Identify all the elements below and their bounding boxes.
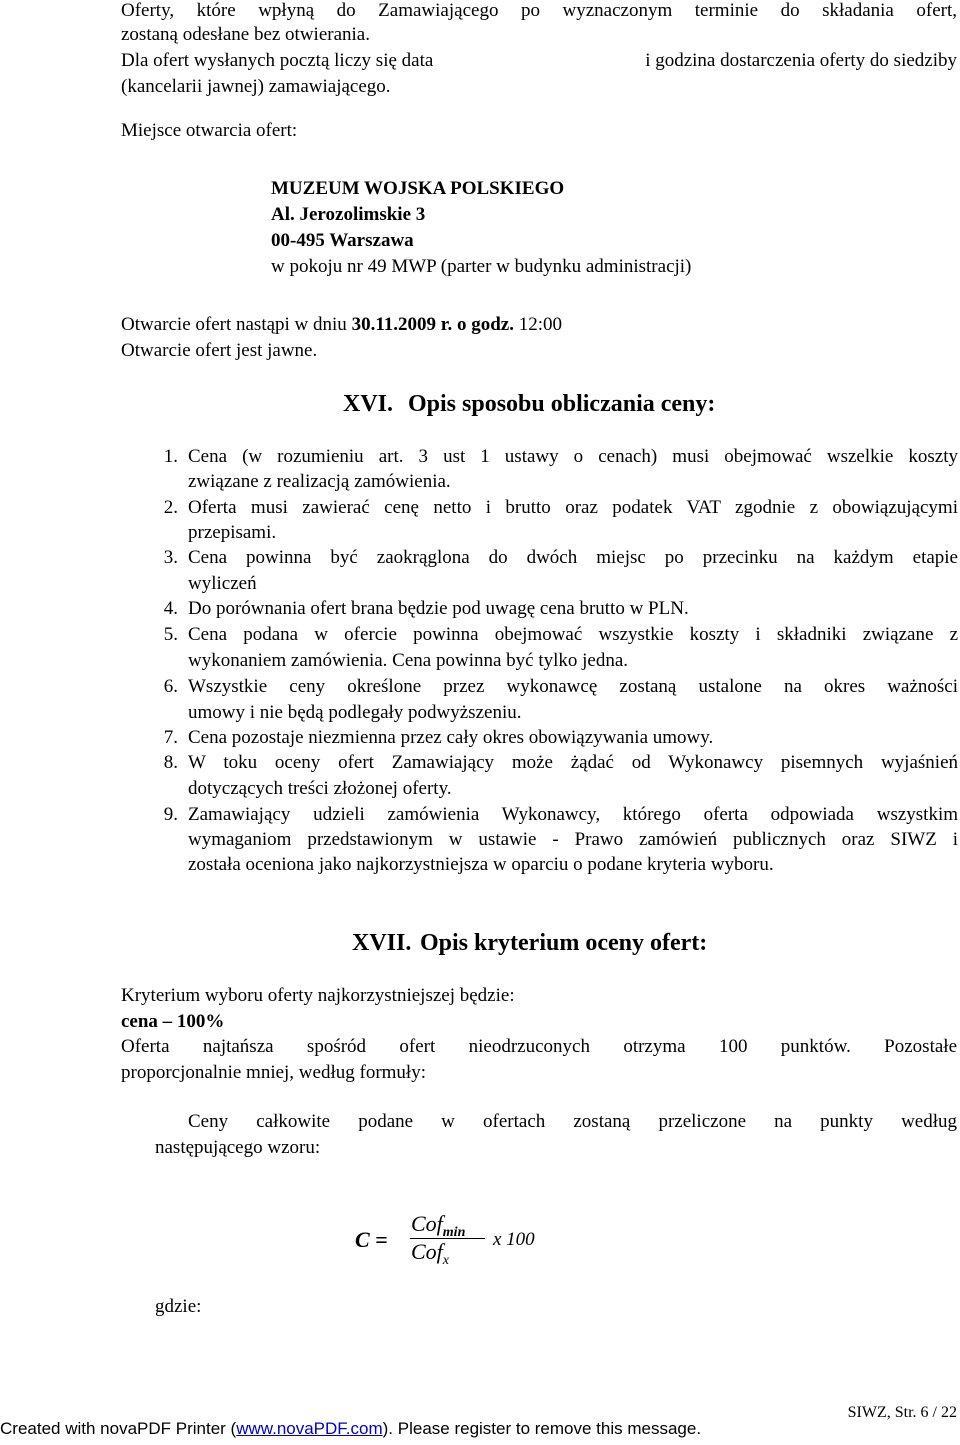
list-item-number: 2. [163, 497, 178, 518]
formula-denominator-subscript: x [442, 1252, 450, 1268]
list-item-text: Oferta musi zawierać cenę netto i brutto oraz podatek VAT zgodnie z obowiązującymi [188, 497, 958, 518]
formula-numerator-base: Cof [411, 1211, 443, 1236]
list-item-number: 7. [163, 727, 178, 748]
opening-datetime [121, 314, 562, 336]
section-16-number: XVI. [343, 391, 394, 417]
formula-denominator-base: Cof [411, 1239, 443, 1264]
formula-numerator-subscript: min [442, 1224, 466, 1240]
novapdf-link[interactable]: www.novaPDF.com [236, 1419, 383, 1438]
section-16-title: Opis sposobu obliczania ceny: [408, 391, 716, 417]
criterion-label: Kryterium wyboru oferty najkorzystniejszej będzie: [121, 985, 515, 1006]
list-item-number: 9. [163, 804, 178, 825]
watermark-text-end: ). Please register to remove this message. [382, 1419, 702, 1438]
list-item-number: 4. [163, 598, 178, 619]
where-label: gdzie: [155, 1296, 202, 1317]
list-item-number: 6. [163, 676, 178, 697]
list-item-text: W toku oceny ofert Zamawiający może żądać od Wykonawcy pisemnych wyjaśnień [188, 752, 958, 773]
opening-place-label: Miejsce otwarcia ofert: [121, 120, 298, 141]
list-item-text: Cena pozostaje niezmienna przez cały okres obowiązywania umowy. [188, 727, 714, 748]
intro-line-2: zostaną odesłane bez otwierania. [121, 24, 370, 45]
list-item-text: Wszystkie ceny określone przez wykonawcę zostaną ustalone na okres ważności [188, 676, 958, 697]
list-item-text: dotyczących treści złożonej oferty. [188, 778, 452, 799]
list-item-text: wyliczeń [188, 573, 257, 594]
formula-multiplier: x 100 [493, 1229, 535, 1250]
scoring-paragraph-line-1: Oferta najtańsza spośród ofert nieodrzuconych otrzyma 100 punktów. Pozostałe [121, 1036, 957, 1057]
intro-line-4: (kancelarii jawnej) zamawiającego. [121, 76, 391, 97]
watermark-text-start: Created with novaPDF Printer ( [0, 1419, 237, 1438]
list-item-number: 5. [163, 624, 178, 645]
section-17-number: XVII. [352, 930, 412, 956]
list-item-text: przepisami. [188, 522, 277, 543]
conversion-paragraph-line-2: następującego wzoru: [155, 1137, 321, 1158]
section-17-title: Opis kryterium oceny ofert: [420, 930, 708, 956]
conversion-paragraph-line-1: Ceny całkowite podane w ofertach zostaną przeliczone na punkty według [188, 1111, 957, 1132]
list-item-number: 3. [163, 547, 178, 568]
intro-line-1: Oferty, które wpłyną do Zamawiającego po wyznaczonym terminie do składania ofert, [121, 0, 957, 21]
list-item-text: Zamawiający udzieli zamówienia Wykonawcy, którego oferta odpowiada wszystkim [188, 804, 958, 825]
opening-date: 30.11.2009 r. o godz. [351, 314, 514, 335]
intro-line-3a: Dla ofert wysłanych pocztą liczy się data [121, 50, 434, 71]
list-item-number: 1. [163, 446, 178, 467]
opening-time: 12:00 [513, 314, 562, 335]
scoring-paragraph-line-2: proporcjonalnie mniej, według formuły: [121, 1062, 426, 1083]
list-item-text: Cena podana w ofercie powinna obejmować wszystkie koszty i składniki związane z [188, 624, 958, 645]
list-item-text: Cena (w rozumieniu art. 3 ust 1 ustawy o cenach) musi obejmować wszelkie koszty [188, 446, 958, 467]
museum-name: MUZEUM WOJSKA POLSKIEGO [271, 178, 565, 199]
list-item-text: została oceniona jako najkorzystniejsza w oparciu o podane kryteria wyboru. [188, 854, 774, 875]
page-number: SIWZ, Str. 6 / 22 [847, 1404, 957, 1421]
list-item-text: umowy i nie będą podlegały podwyższeniu. [188, 702, 522, 723]
list-item-text: Do porównania ofert brana będzie pod uwagę cena brutto w PLN. [188, 598, 689, 619]
formula-numerator [411, 1211, 465, 1241]
list-item-number: 8. [163, 752, 178, 773]
address-room: w pokoju nr 49 MWP (parter w budynku administracji) [271, 256, 692, 277]
formula-lhs: C = [355, 1227, 388, 1252]
intro-line-3b: i godzina dostarczenia oferty do siedziby [645, 50, 957, 71]
list-item-text: wymaganiom przedstawionym w ustawie - Prawo zamówień publicznych oraz SIWZ i [188, 829, 958, 850]
criterion-value: cena – 100% [121, 1011, 225, 1032]
list-item-text: wykonaniem zamówienia. Cena powinna być tylko jedna. [188, 650, 629, 671]
list-item-text: związane z realizacją zamówienia. [188, 471, 451, 492]
watermark-notice [0, 1419, 701, 1439]
address-street: Al. Jerozolimskie 3 [271, 204, 426, 225]
opening-prefix: Otwarcie ofert nastąpi w dniu [121, 314, 352, 335]
formula-denominator [411, 1239, 449, 1269]
opening-public: Otwarcie ofert jest jawne. [121, 340, 318, 361]
address-city: 00-495 Warszawa [271, 230, 414, 251]
list-item-text: Cena powinna być zaokrąglona do dwóch miejsc po przecinku na każdym etapie [188, 547, 958, 568]
